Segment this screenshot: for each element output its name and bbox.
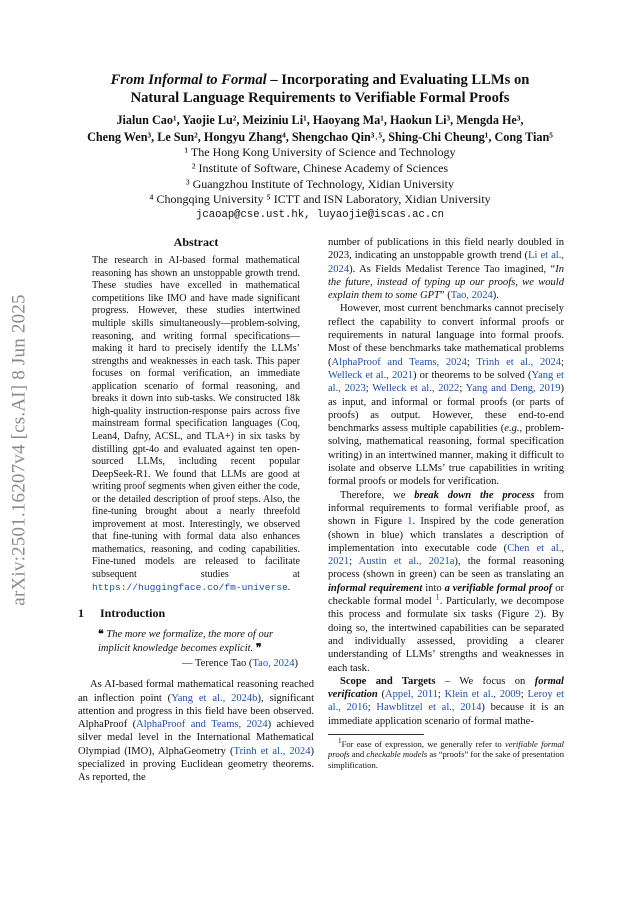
epigraph-text: The more we formalize, the more of our implicit knowledge becomes explicit. bbox=[98, 629, 274, 654]
right-paragraph-2 bbox=[328, 302, 564, 488]
text-run: As AI-based formal mathematical reasoning reached an inflection point ( bbox=[78, 679, 314, 704]
citation-link[interactable]: Trinh et al., 2024 bbox=[476, 356, 562, 368]
affiliation-4: ⁴ Chongqing University ⁵ ICTT and ISN Laboratory, Xidian University bbox=[149, 192, 491, 207]
emphasis: informal requirement bbox=[328, 582, 423, 594]
text-run: ) achieved silver medal level in the International Mathematical Olympiad (IMO), AlphaGeometry ( bbox=[78, 719, 314, 757]
left-column bbox=[78, 236, 314, 785]
text-run: ; bbox=[367, 702, 377, 714]
title-rest: – Incorporating and Evaluating LLMs on bbox=[266, 72, 530, 88]
citation-link[interactable]: AlphaProof and Teams, 2024 bbox=[136, 719, 268, 731]
text-run: ; bbox=[561, 356, 564, 368]
paper-title bbox=[60, 72, 580, 107]
text-run: checkable models bbox=[366, 749, 428, 760]
text-run: ). bbox=[492, 290, 499, 302]
run-in-heading: Scope and Targets bbox=[340, 675, 436, 687]
citation-link[interactable]: Yang and Deng, 2019 bbox=[465, 383, 561, 395]
intro-paragraph-1 bbox=[78, 678, 314, 784]
attribution-prefix: — Terence Tao ( bbox=[181, 657, 253, 669]
text-run: into bbox=[422, 582, 445, 594]
footnote-divider bbox=[328, 734, 424, 735]
paper-header bbox=[60, 72, 580, 223]
text-run: ) because it is an immediate application scenario of formal mathe- bbox=[328, 702, 564, 727]
text-run: ( bbox=[377, 689, 386, 701]
author-list bbox=[60, 112, 580, 145]
section-number: 1 bbox=[78, 606, 84, 621]
footnote-1 bbox=[328, 739, 564, 770]
text-run: as “proofs” for the sake of presentation simplification. bbox=[328, 749, 564, 770]
text-run: ; bbox=[365, 383, 373, 395]
citation-link[interactable]: Hawblitzel et al., 2014 bbox=[376, 702, 482, 714]
citation-link[interactable]: Austin et al., 2021a bbox=[358, 556, 455, 568]
text-run: or checkable formal model bbox=[328, 582, 564, 608]
right-column bbox=[328, 236, 564, 770]
arxiv-identifier: arXiv:2501.16207v4 [cs.AI] 8 Jun 2025 bbox=[9, 294, 30, 606]
text-run: ) specialized in proving Euclidean geometry theorems. As reported, the bbox=[78, 745, 314, 784]
text-run: ; bbox=[459, 383, 466, 395]
text-run: problem-solving, mathematical reasoning, formal specification writing) in an intertwined manner, making it difficult to isolate and observe LLMs’ true capabilities in writing formal proofs or models for verification. bbox=[328, 423, 565, 488]
abstract-url-link[interactable]: https://huggingface.co/fm-universe bbox=[92, 581, 288, 593]
affiliation-1: ¹ The Hong Kong University of Science and Technology bbox=[184, 145, 456, 159]
text-run: ), significant attention and progress in this field have been observed. AlphaProof ( bbox=[78, 692, 314, 731]
text-run: . Particularly, we decompose this process and formulate six tasks (Figure bbox=[328, 596, 564, 621]
citation-link[interactable]: Trinh et al., 2024 bbox=[233, 745, 311, 757]
text-run: ) as input, and informal or formal proofs (or parts of proofs) as output. However, these end-to-end benchmarks assess multiple capabilities ( bbox=[328, 383, 564, 435]
text-run: ), the formal reasoning process (shown in green) can be seen as translating an bbox=[328, 556, 564, 581]
text-run: verifiable formal proofs bbox=[328, 738, 564, 760]
citation-link[interactable]: Welleck et al., 2021 bbox=[328, 369, 414, 381]
author-emails: jcaoap@cse.ust.hk, luyaojie@iscas.ac.cn bbox=[196, 209, 444, 222]
right-paragraph-1 bbox=[328, 236, 564, 302]
title-italic: From Informal to Formal bbox=[110, 72, 267, 88]
text-run: ; bbox=[437, 689, 445, 701]
citation-link[interactable]: Leroy et al., 2016 bbox=[328, 689, 564, 714]
epigraph-attribution bbox=[78, 657, 298, 670]
citation-link[interactable]: Chen et al., 2021 bbox=[328, 542, 564, 568]
attribution-suffix: ) bbox=[294, 657, 298, 669]
text-run: Therefore, we bbox=[340, 489, 415, 501]
text-run: from informal requirements to formal verifiable proof, as shown in Figure bbox=[328, 489, 564, 528]
text-run: ; bbox=[466, 356, 477, 368]
text-run: For ease of expression, we generally refer to bbox=[341, 738, 505, 749]
affiliations bbox=[60, 145, 580, 208]
text-run: e.g., bbox=[504, 423, 523, 435]
text-run: ) or theorems to be solved ( bbox=[413, 369, 532, 381]
emphasis: break down the process bbox=[414, 489, 535, 501]
affiliation-2: ² Institute of Software, Chinese Academy of Sciences bbox=[191, 160, 449, 175]
citation-link[interactable]: Yang et al., 2024b bbox=[171, 692, 258, 704]
text-run: However, most current benchmarks cannot precisely reflect the capability to convert informal proofs or requirements in natural language into formal proofs. Most of these benchmarks take mathematical problems ( bbox=[328, 303, 564, 368]
text-run: and bbox=[349, 749, 367, 760]
text-run: ). As Fields Medalist Terence Tao imagined, “ bbox=[349, 263, 556, 275]
footnote-link[interactable]: 1 bbox=[435, 591, 440, 602]
figure-link[interactable]: 1 bbox=[407, 516, 413, 528]
citation-link[interactable]: Tao, 2024 bbox=[450, 290, 493, 302]
text-run: . Inspired by the code generation (shown in blue) which translates a description of implementation into executable code ( bbox=[328, 516, 565, 554]
text-run: ; bbox=[349, 556, 359, 568]
emphasis: a verifiable formal proof bbox=[444, 582, 553, 594]
citation-link[interactable]: Yang et al., 2023 bbox=[328, 369, 564, 395]
emphasis: formal verification bbox=[328, 675, 564, 701]
abstract-body bbox=[78, 255, 314, 594]
close-quote-icon: ❞ bbox=[255, 642, 262, 654]
footnote-mark: 1 bbox=[338, 737, 342, 746]
epigraph-quote bbox=[98, 628, 306, 655]
figure-link[interactable]: 2 bbox=[534, 609, 540, 621]
title-line2: Natural Language Requirements to Verifiable Formal Proofs bbox=[130, 89, 510, 106]
citation-link[interactable]: Appel, 2011 bbox=[385, 689, 438, 701]
affiliation-3: ³ Guangzhou Institute of Technology, Xidian University bbox=[185, 176, 455, 191]
abstract-heading: Abstract bbox=[173, 235, 219, 249]
citation-link[interactable]: Tao, 2024 bbox=[252, 657, 295, 669]
text-run: number of publications in this field nearly doubled in 2023, indicating an unstoppable growth trend ( bbox=[328, 237, 564, 262]
arxiv-sidebar bbox=[4, 230, 36, 670]
citation-link[interactable]: Li et al., 2024 bbox=[328, 250, 564, 275]
text-run: ; bbox=[520, 689, 528, 701]
authors-line2: Cheng Wen³, Le Sun², Hongyu Zhang⁴, Shengchao Qin³˒⁵, Shing-Chi Cheung¹, Cong Tian⁵ bbox=[87, 129, 553, 144]
section-heading-introduction bbox=[78, 607, 314, 620]
open-quote-icon: ❝ bbox=[98, 629, 104, 641]
section-title: Introduction bbox=[100, 606, 166, 621]
text-run: ). By doing so, the intertwined capabilities can be separated and individually assessed, providing a clearer understanding of LLMs’ strengths and weaknesses in each task. bbox=[328, 609, 564, 674]
tao-quote: In the future, instead of typing up our proofs, we would explain them to some GPT bbox=[328, 263, 564, 302]
authors-line1: Jialun Cao¹, Yaojie Lu², Meiziniu Li¹, Haoyang Ma¹, Haokun Li³, Mengda He³, bbox=[116, 113, 524, 127]
abstract-text: The research in AI-based formal mathematical reasoning has shown an unstoppable growth trend. These studies have excelled in mathematical competitions like IMO and have made significant progress. However, these studies intertwined multiple skills simultaneously—problem-solving, reasoning, and writing formal specifications—making it hard to precisely identify the LLMs’ strengths and weaknesses in each task. This paper focuses on formal verification, an immediate application scenario of formal reasoning, and breaks it down into sub-tasks. We constructed 18k high-quality instruction-response pairs across five mainstream formal specification languages (Coq, Lean4, Dafny, ACSL, and TLA+) in six tasks by distilling gpt-4o and evaluated against ten open-sourced LLMs, including recent popular DeepSeek-R1. We found that LLMs are good at writing proof segments when given either the code, or the detailed description of proof steps. Also, the fine-tuning brought about a nearly threefold improvement at most. Interestingly, we observed that fine-tuning with formal data also enhances mathematics, reasoning, and coding capabilities. Fine-tuned models are released to facilitate subsequent studies at bbox=[92, 255, 300, 580]
citation-link[interactable]: Klein et al., 2009 bbox=[444, 689, 521, 701]
citation-link[interactable]: AlphaProof and Teams, 2024 bbox=[331, 356, 467, 368]
text-run: ” ( bbox=[439, 290, 451, 302]
citation-link[interactable]: Welleck et al., 2022 bbox=[372, 383, 460, 395]
right-paragraph-3 bbox=[328, 489, 564, 675]
text-run: – We focus on bbox=[435, 675, 535, 687]
abstract-end: . bbox=[287, 581, 291, 593]
right-paragraph-4 bbox=[328, 675, 564, 728]
